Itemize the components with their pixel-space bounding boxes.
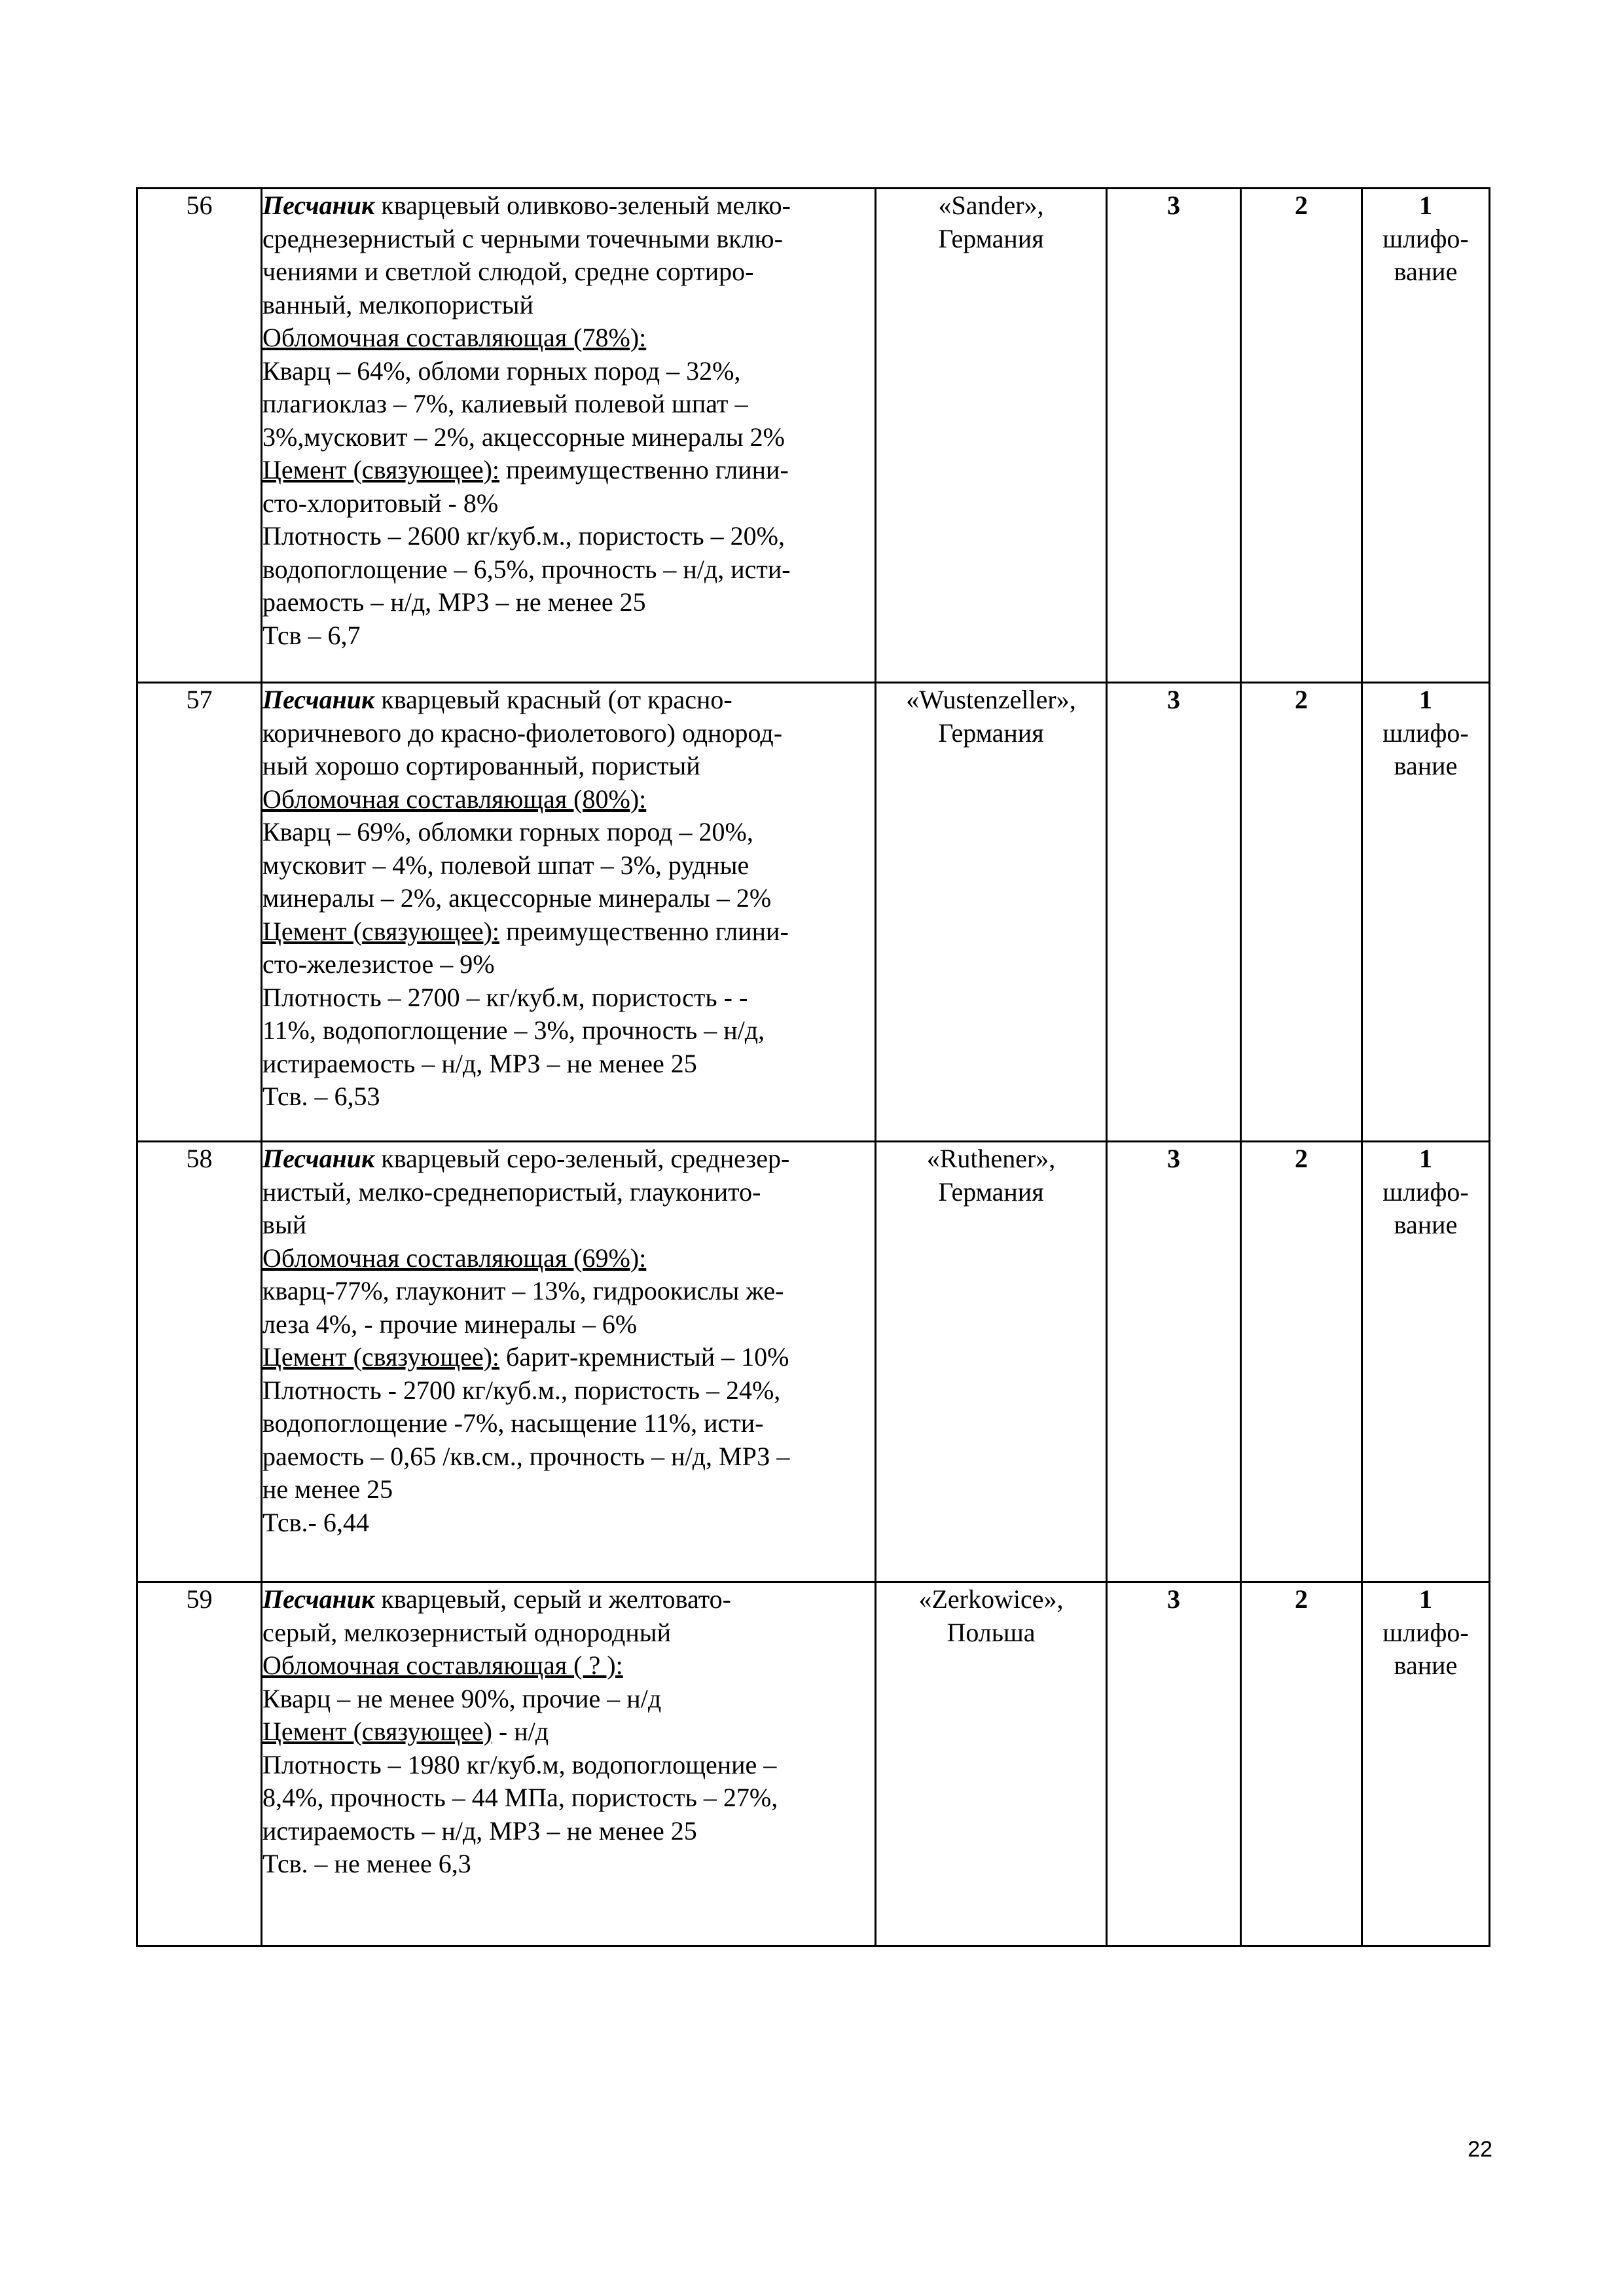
clastic-heading: Обломочная составляющая ( ? ): [262,1650,623,1680]
stone-catalog-table [136,187,1490,1947]
manufacturer: «Ruthener», Германия [876,1142,1107,1582]
grade-value: 2 [1241,683,1362,1142]
table-row [137,1142,1490,1582]
stone-description: Песчаник кварцевый серо-зеленый, среднезер- нистый, мелко-среднепористый, глауконито- вый Обломочная составляющая (69%): кварц-77%, глауконит – 13%, гидроокислы же- леза 4%, - прочие минералы – 6% Цемент (связующее): барит-кремнистый – 10% Плотность - 2700 кг/куб.м., пористость – 24%, водопоглощение -7%, насыщение 11%, исти- раемость – 0,65 /кв.см., прочность – н/д, МРЗ – не менее 25 Тсв.- 6,44 [262,1142,876,1582]
row-number: 57 [137,683,262,1142]
cement-heading: Цемент (связующее): [262,916,500,946]
clastic-heading: Обломочная составляющая (69%): [262,1243,647,1273]
grade-value: 3 [1107,189,1241,683]
table-row [137,683,1490,1142]
stone-description: Песчаник кварцевый красный (от красно- коричневого до красно-фиолетового) однород- ный хорошо сортированный, пористый Обломочная составляющая (80%): Кварц – 69%, обломки горных пород – 20%, мусковит – 4%, полевой шпат – 3%, рудные минералы – 2%, акцессорные минералы – 2% Цемент (связующее): преимущественно глини- сто-железистое – 9% Плотность – 2700 – кг/куб.м, пористость - - 11%, водопоглощение – 3%, прочность – н/д, истираемость – н/д, МРЗ – не менее 25 Тсв. – 6,53 [262,683,876,1142]
manufacturer: «Wustenzeller», Германия [876,683,1107,1142]
grade-value: 3 [1107,1142,1241,1582]
grade-value: 2 [1241,1582,1362,1946]
grade-value: 2 [1241,1142,1362,1582]
finish-cell: 1 шлифо- вание [1362,189,1490,683]
clastic-heading: Обломочная составляющая (80%): [262,784,647,814]
finish-cell: 1 шлифо- вание [1362,1582,1490,1946]
stone-name: Песчаник [262,191,375,220]
cement-heading: Цемент (связующее) [262,1717,492,1746]
clastic-heading: Обломочная составляющая (78%): [262,323,647,352]
grade-value: 3 [1107,1582,1241,1946]
row-number: 59 [137,1582,262,1946]
manufacturer: «Zerkowice», Польша [876,1582,1107,1946]
grade-value: 3 [1107,683,1241,1142]
row-number: 56 [137,189,262,683]
stone-name: Песчаник [262,1144,375,1173]
cement-heading: Цемент (связующее): [262,1342,500,1372]
stone-name: Песчаник [262,1584,375,1614]
stone-name: Песчаник [262,685,375,714]
row-number: 58 [137,1142,262,1582]
table-row [137,1582,1490,1946]
stone-description: Песчаник кварцевый оливково-зеленый мелко- среднезернистый с черными точечными вклю- чениями и светлой слюдой, средне сортиро- ванный, мелкопористый Обломочная составляющая (78%): Кварц – 64%, обломи горных пород – 32%, плагиоклаз – 7%, калиевый полевой шпат – 3%,мусковит – 2%, акцессорные минералы 2% Цемент (связующее): преимущественно глини- сто-хлоритовый - 8% Плотность – 2600 кг/куб.м., пористость – 20%, водопоглощение – 6,5%, прочность – н/д, исти- раемость – н/д, МРЗ – не менее 25 Тсв – 6,7 [262,189,876,683]
stone-description: Песчаник кварцевый, серый и желтовато- серый, мелкозернистый однородный Обломочная составляющая ( ? ): Кварц – не менее 90%, прочие – н/д Цемент (связующее) - н/д Плотность – 1980 кг/куб.м, водопоглощение – 8,4%, прочность – 44 МПа, пористость – 27%, истираемость – н/д, МРЗ – не менее 25 Тсв. – не менее 6,3 [262,1582,876,1946]
finish-cell: 1 шлифо- вание [1362,683,1490,1142]
table-row [137,189,1490,683]
cement-heading: Цемент (связующее): [262,455,500,484]
grade-value: 2 [1241,189,1362,683]
manufacturer: «Sander», Германия [876,189,1107,683]
page-number: 22 [1468,2137,1492,2162]
finish-cell: 1 шлифо- вание [1362,1142,1490,1582]
